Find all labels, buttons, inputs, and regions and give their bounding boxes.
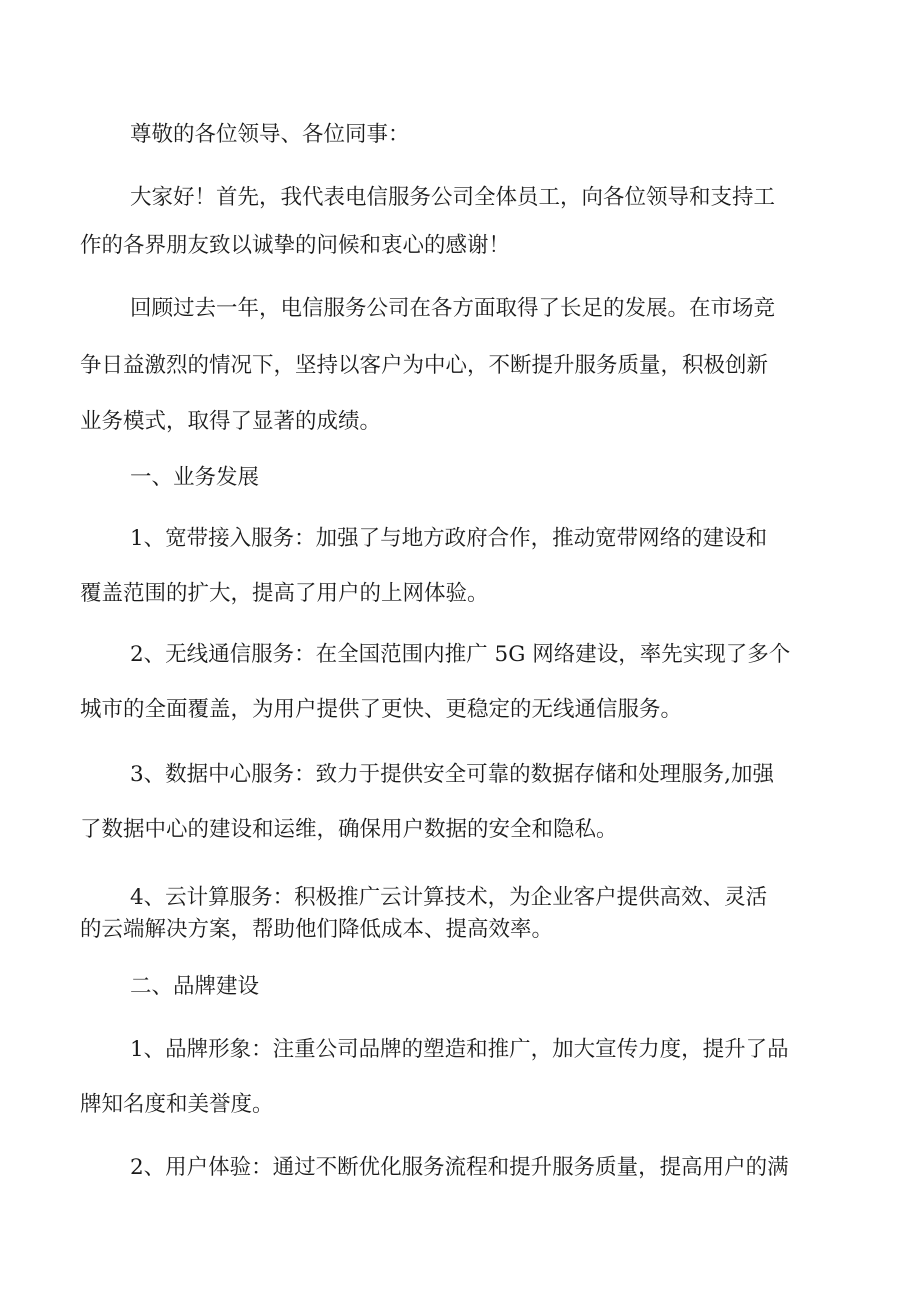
review-line-2: 争日益激烈的情况下，坚持以客户为中心，不断提升服务质量，积极创新 (80, 352, 769, 378)
section-1-heading-text: 一、业务发展 (130, 465, 260, 490)
s2-item-1-line-1: 1、品牌形象：注重公司品牌的塑造和推广，加大宣传力度，提升了品 (130, 1037, 789, 1062)
s2-item-1-line-2: 牌知名度和美誉度。 (80, 1091, 274, 1117)
greeting-line: 尊敬的各位领导、各位同事： (130, 122, 410, 147)
s1-item-4-line-1: 4、云计算服务：积极推广云计算技术，为企业客户提供高效、灵活 (130, 885, 768, 910)
s1-item-3-line-2: 了数据中心的建设和运维，确保用户数据的安全和隐私。 (80, 816, 618, 842)
section-1-item-1 (80, 521, 832, 606)
intro-line-1: 大家好！首先，我代表电信服务公司全体员工，向各位领导和支持工 (130, 185, 776, 210)
s1-item-3-line-1: 3、数据中心服务：致力于提供安全可靠的数据存储和处理服务,加强 (130, 762, 775, 787)
review-line-3: 业务模式，取得了显著的成绩。 (80, 409, 382, 434)
s1-item-4-line-2: 的云端解决方案，帮助他们降低成本、提高效率。 (80, 916, 554, 942)
s1-item-2-line-1: 2、无线通信服务：在全国范围内推广 5G 网络建设，率先实现了多个 (130, 642, 791, 667)
section-2-item-1 (80, 1032, 832, 1117)
review-paragraph (80, 291, 832, 434)
s1-item-1-line-1: 1、宽带接入服务：加强了与地方政府合作，推动宽带网络的建设和 (130, 526, 768, 551)
section-2-heading-text: 二、品牌建设 (130, 974, 260, 999)
s1-item-1-line-2: 覆盖范围的扩大，提高了用户的上网体验。 (80, 580, 489, 606)
s2-item-2-line-1: 2、用户体验：通过不断优化服务流程和提升服务质量，提高用户的满 (130, 1155, 789, 1180)
section-2-item-2 (80, 1150, 832, 1180)
section-1-item-4 (80, 880, 832, 942)
section-1-item-2 (80, 637, 832, 722)
review-line-1: 回顾过去一年，电信服务公司在各方面取得了长足的发展。在市场竞 (130, 296, 776, 321)
intro-paragraph (80, 180, 832, 258)
greeting-paragraph (80, 117, 832, 147)
section-1-item-3 (80, 757, 832, 842)
s1-item-2-line-2: 城市的全面覆盖，为用户提供了更快、更稳定的无线通信服务。 (80, 696, 683, 722)
intro-line-2: 作的各界朋友致以诚挚的问候和衷心的感谢！ (80, 232, 511, 258)
section-1-heading (80, 460, 832, 490)
section-2-heading (80, 969, 832, 999)
